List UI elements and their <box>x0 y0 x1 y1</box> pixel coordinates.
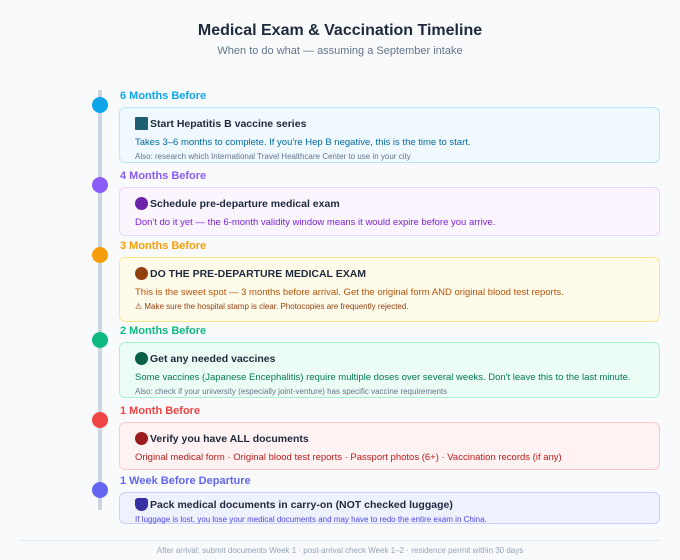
card-text: Original medical form · Original blood test reports · Passport photos (6+) · Vaccination records (if any) <box>135 452 562 463</box>
stage-label: 4 Months Before <box>120 170 207 182</box>
card-text: This is the sweet spot — 3 months before arrival. Get the original form AND original blood test reports. <box>135 287 564 298</box>
page-title: Medical Exam & Vaccination Timeline <box>197 22 483 39</box>
card-heading: Start Hepatitis B vaccine series <box>150 117 307 130</box>
card-note: Also: research which International Travel Healthcare Center to use in your city <box>135 152 411 161</box>
stage-card <box>119 422 660 470</box>
hospital-icon <box>135 267 148 280</box>
card-text: Takes 3–6 months to complete. If you're Hep B negative, this is the time to start. <box>135 137 471 148</box>
timeline-dot <box>92 332 108 348</box>
footer-divider <box>20 540 660 541</box>
page-subtitle: When to do what — assuming a September intake <box>217 45 463 57</box>
stage-label: 2 Months Before <box>120 325 207 337</box>
timeline-dot <box>92 412 108 428</box>
stage-card <box>119 187 660 236</box>
checklist-icon <box>135 432 148 445</box>
card-text: Some vaccines (Japanese Encephalitis) require multiple doses over several weeks. Don't leave this to the last minute. <box>135 372 631 383</box>
stage-card <box>119 492 660 524</box>
card-note: Also: check if your university (especially joint-venture) has specific vaccine requirements <box>135 387 448 396</box>
timeline-dot <box>92 97 108 113</box>
card-heading: DO THE PRE-DEPARTURE MEDICAL EXAM <box>150 267 367 280</box>
briefcase-icon <box>135 498 148 511</box>
card-heading: Pack medical documents in carry-on (NOT checked luggage) <box>150 498 453 511</box>
timeline-dot <box>92 247 108 263</box>
stage-label: 6 Months Before <box>120 90 207 102</box>
timeline-dot <box>92 177 108 193</box>
stage-card <box>119 107 660 163</box>
footer-note: After arrival: submit documents Week 1 · post-arrival check Week 1–2 · residence permit within 30 days <box>156 546 524 555</box>
card-note: ⚠ Make sure the hospital stamp is clear. Photocopies are frequently rejected. <box>135 302 409 311</box>
calendar-icon <box>135 197 148 210</box>
card-heading: Get any needed vaccines <box>150 352 276 365</box>
syringe-icon <box>135 117 148 130</box>
vaccine-icon <box>135 352 148 365</box>
card-text: If luggage is lost, you lose your medical documents and may have to redo the entire exam in China. <box>135 515 487 524</box>
stage-label: 3 Months Before <box>120 240 207 252</box>
card-heading: Verify you have ALL documents <box>150 432 309 445</box>
timeline-rail <box>98 90 102 510</box>
stage-label: 1 Week Before Departure <box>120 475 251 487</box>
card-text: Don't do it yet — the 6-month validity window means it would expire before you arrive. <box>135 217 496 228</box>
timeline-dot <box>92 482 108 498</box>
stage-card <box>119 342 660 398</box>
stage-card <box>119 257 660 322</box>
card-heading: Schedule pre-departure medical exam <box>150 197 340 210</box>
stage-label: 1 Month Before <box>120 405 201 417</box>
